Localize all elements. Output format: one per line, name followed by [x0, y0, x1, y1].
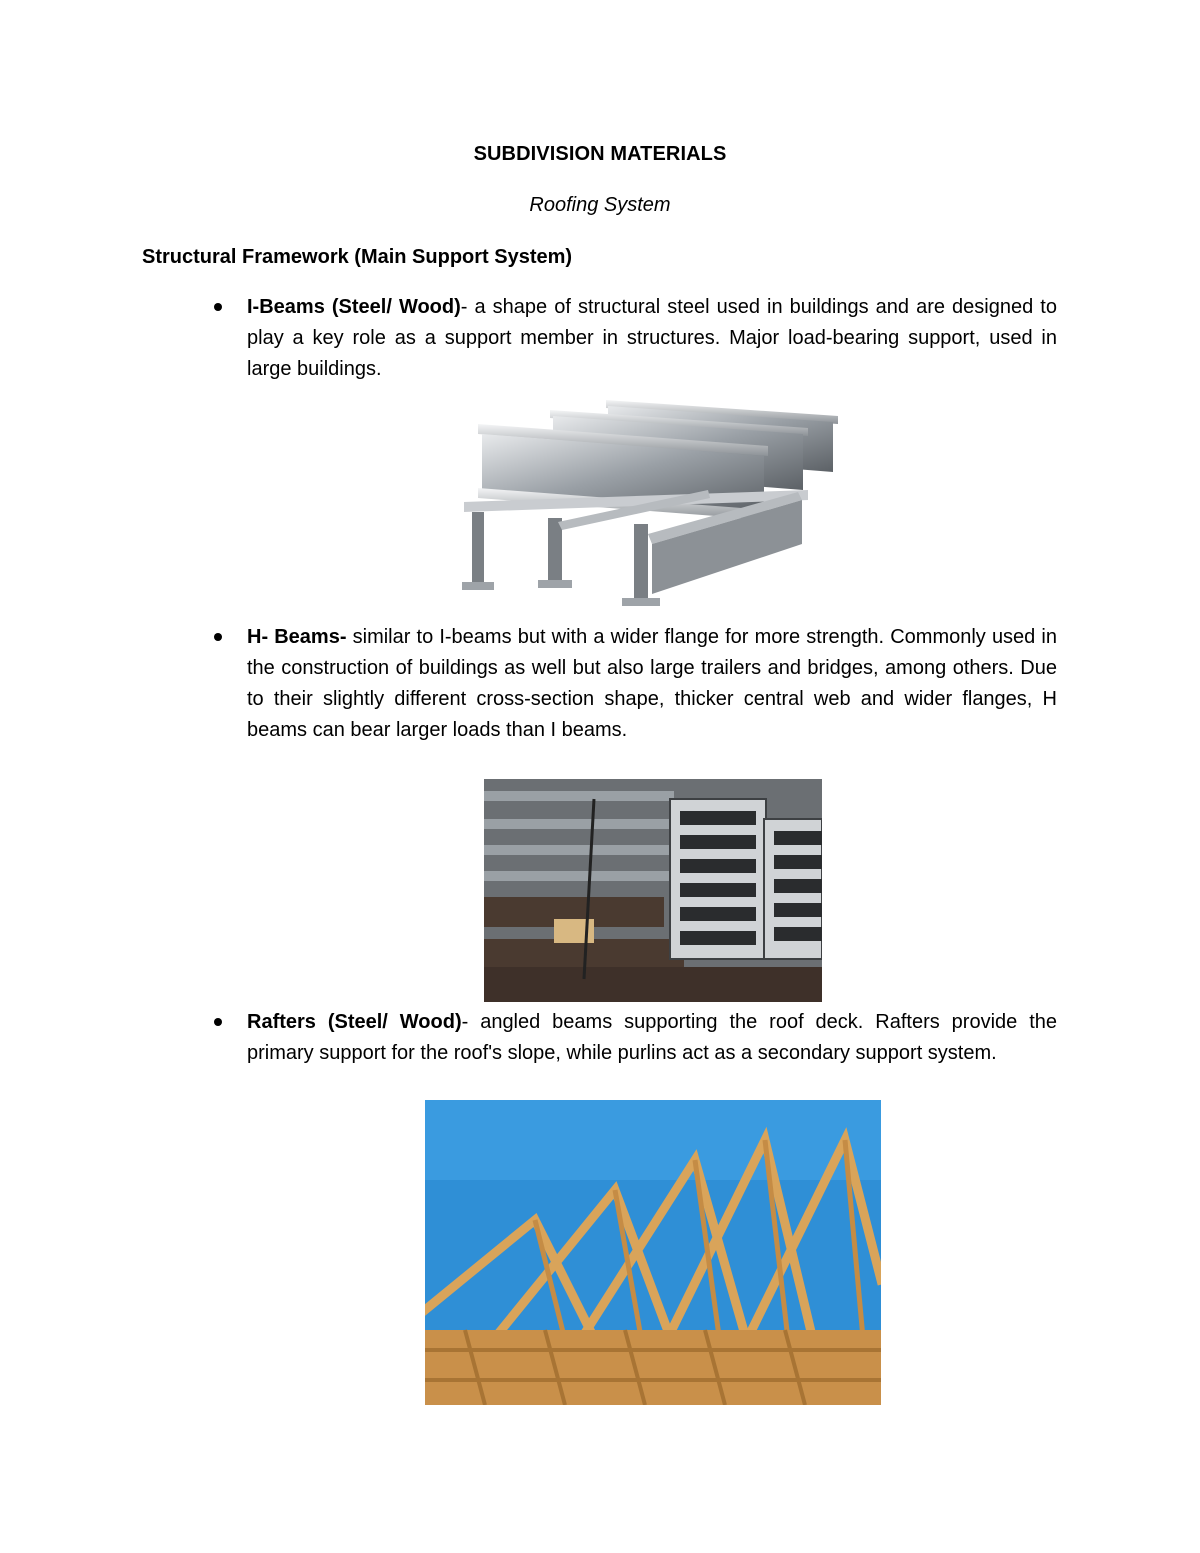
- bullet-point: [214, 303, 222, 311]
- bullet-point: [214, 633, 222, 641]
- list-item-text: [247, 292, 1057, 385]
- h-beams-image: [484, 779, 822, 1002]
- section-heading: Structural Framework (Main Support System): [142, 246, 573, 268]
- item-term: H- Beams-: [247, 626, 347, 648]
- i-beams-image: [458, 394, 848, 610]
- list-item-text: [247, 622, 1057, 746]
- page-title: SUBDIVISION MATERIALS: [473, 143, 727, 165]
- item-description: - a shape of structural steel used in buildings and are designed to play a key role as a support member in structures. Major load-bearing support, used in large buildings.: [247, 296, 1057, 380]
- bullet-point: [214, 1018, 222, 1026]
- item-description: - angled beams supporting the roof deck. Rafters provide the primary support for the roof's slope, while purlins act as a secondary support system.: [247, 1011, 1057, 1064]
- page-subtitle: Roofing System: [529, 194, 671, 216]
- list-item-text: [247, 1007, 1057, 1069]
- rafters-image: [425, 1100, 881, 1405]
- item-description: similar to I-beams but with a wider flange for more strength. Commonly used in the construction of buildings as well but also large trailers and bridges, among others. Due to their slightly different cross-section shape, thicker central web and wider flanges, H beams can bear larger loads than I beams.: [247, 626, 1058, 741]
- item-term: Rafters (Steel/ Wood): [247, 1011, 462, 1033]
- item-term: I-Beams (Steel/ Wood): [247, 296, 461, 318]
